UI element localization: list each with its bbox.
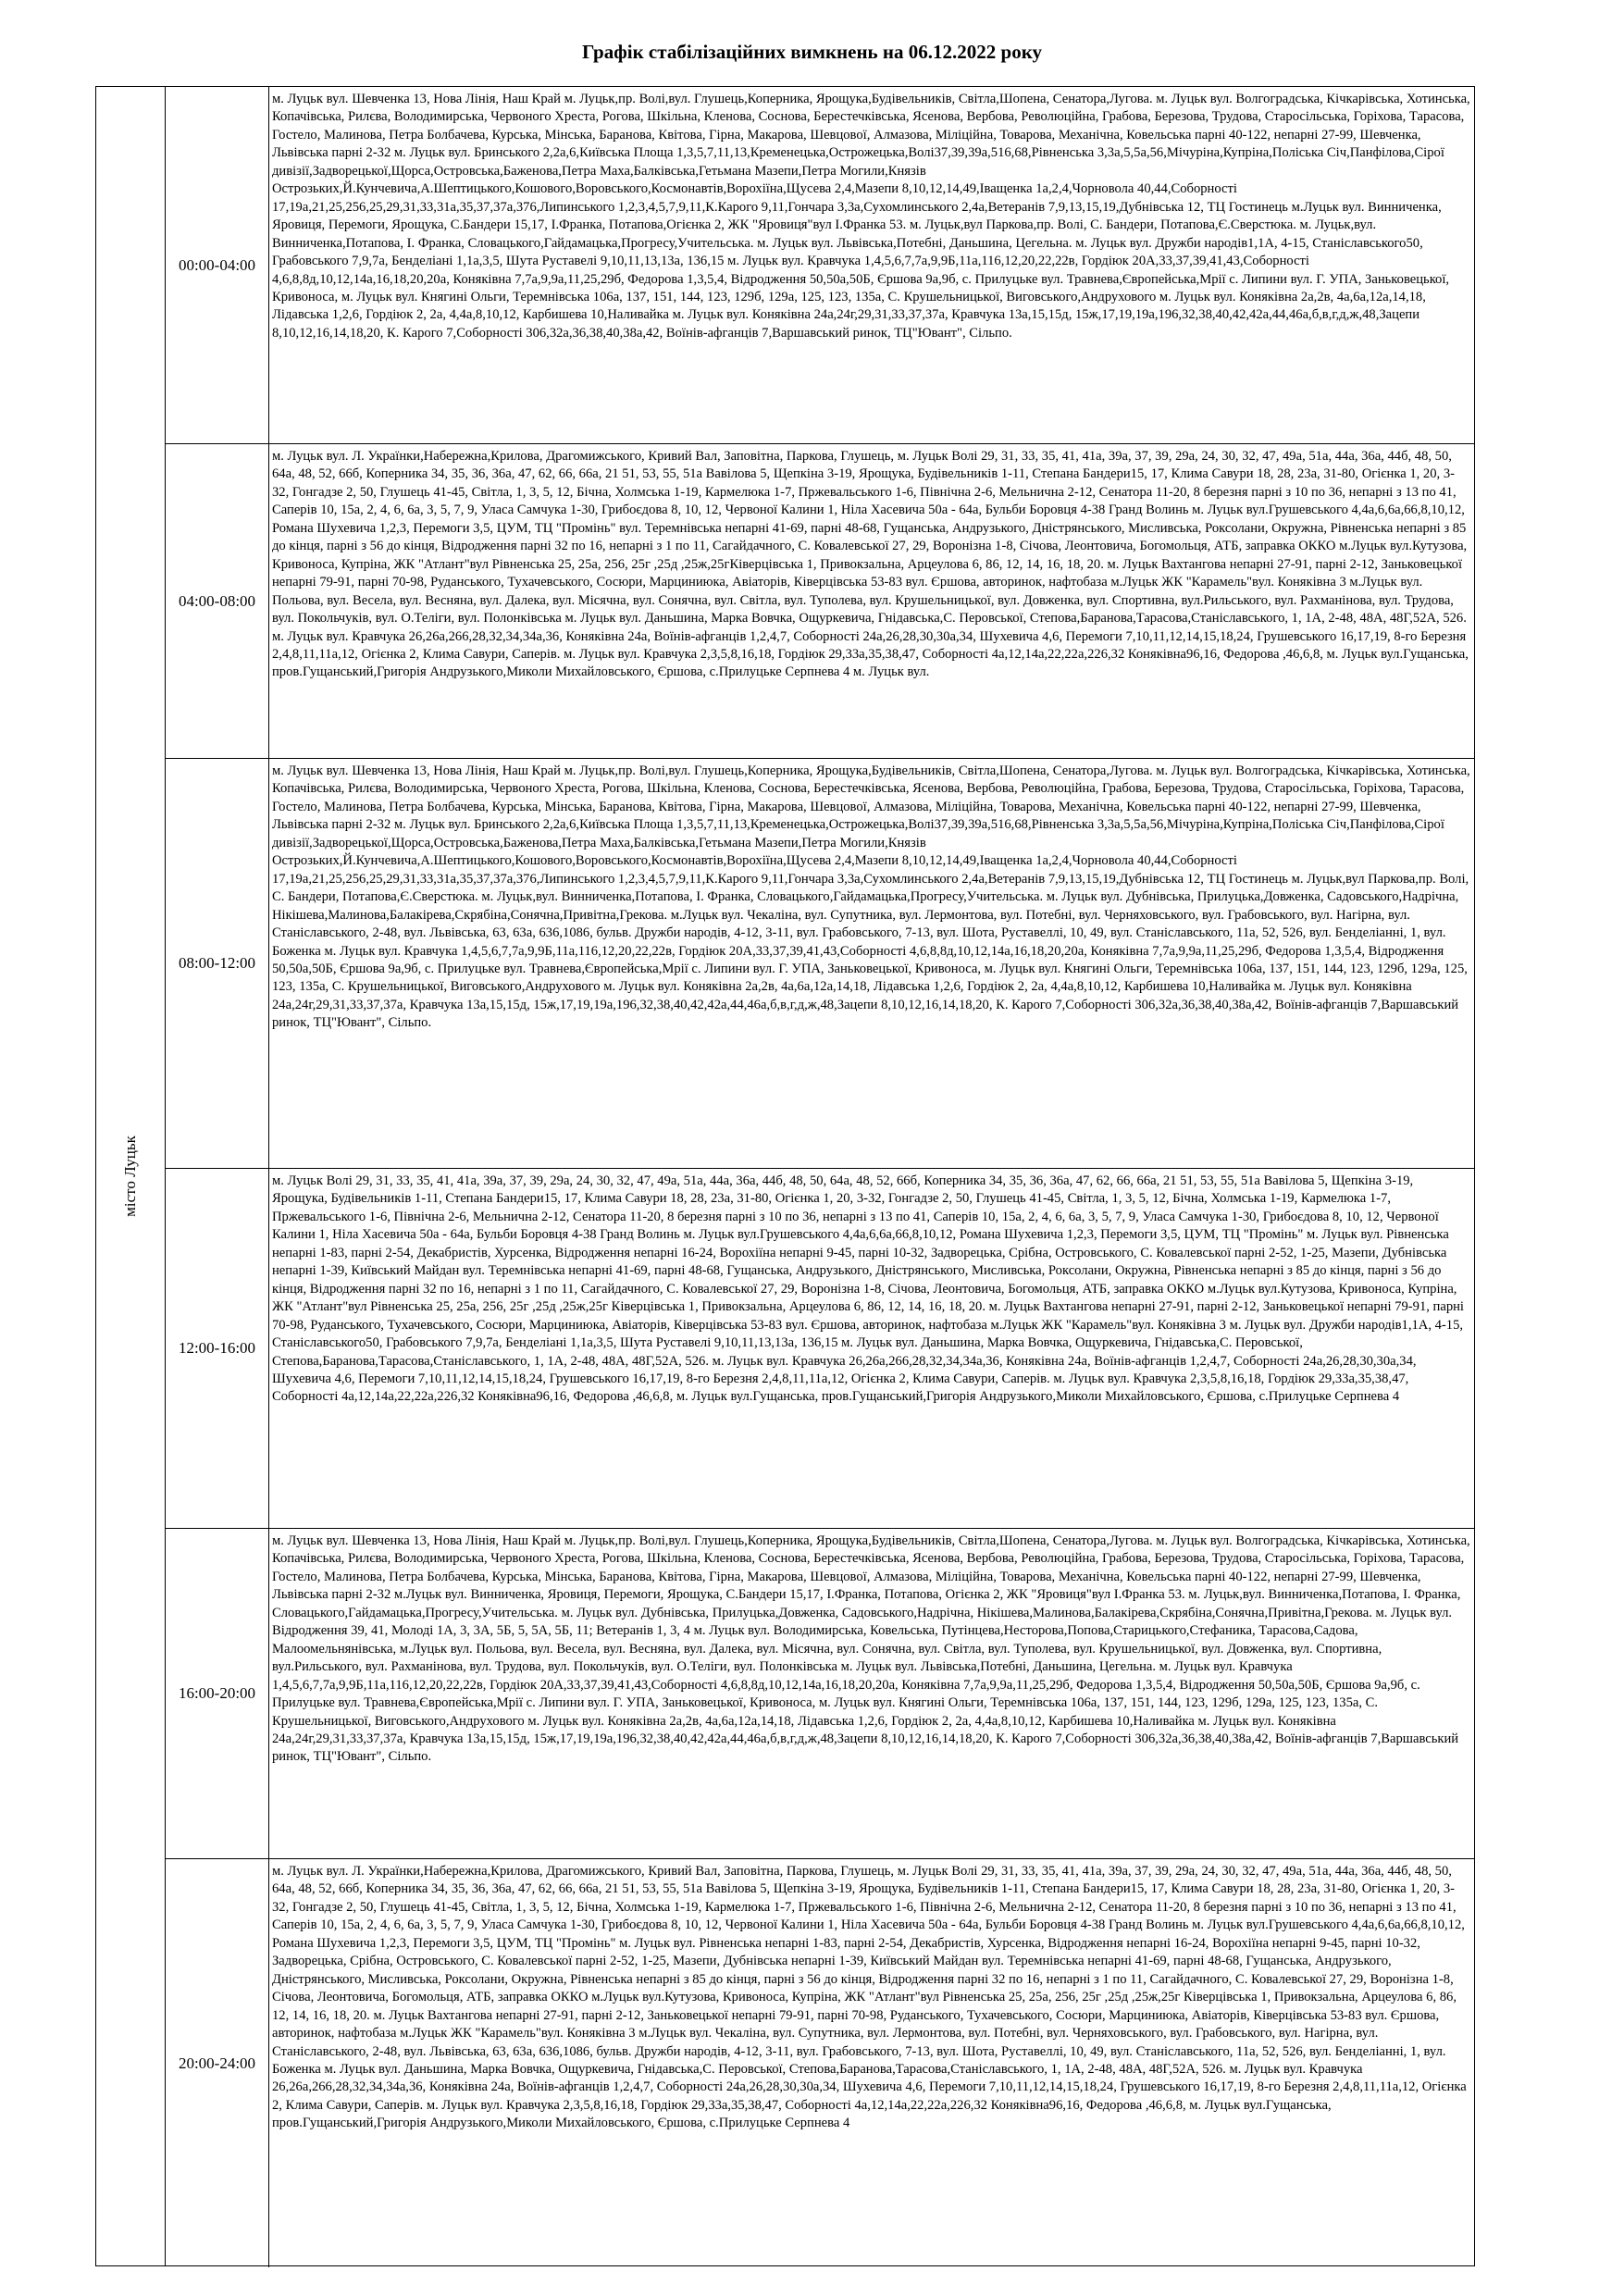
- city-cell: [96, 87, 166, 2265]
- schedule-row: [166, 1859, 1474, 2267]
- schedule-row: [166, 1529, 1474, 1859]
- time-slot: 08:00-12:00: [166, 759, 269, 1168]
- schedule-table: [95, 86, 1475, 2266]
- time-slot: 04:00-08:00: [166, 444, 269, 758]
- time-slot: 12:00-16:00: [166, 1169, 269, 1528]
- schedule-row: [166, 444, 1474, 759]
- time-slot: 20:00-24:00: [166, 1859, 269, 2267]
- time-slot: 00:00-04:00: [166, 87, 269, 443]
- streets-list: м. Луцьк вул. Л. Українки,Набережна,Крилова, Драгомижського, Кривий Вал, Заповітна, Паркова, Глушець, м. Луцьк Волі 29, 31, 33, 35, 41, 41а, 39а, 37, 39, 29а, 24, 30, 32, 47, 49а, 51а, 44а, 36а, 44б, 48, 50, 64а, 48, 52, 66б, Коперника 34, 35, 36, 36а, 47, 62, 66, 66а, 21 51, 53, 55, 51а Вавілова 5, Щепкіна 3-19, Ярощука, Будівельників 1-11, Степана Бандери15, 17, Клима Савури 18, 28, 23а, 31-80, Огієнка 1, 20, 3-32, Гонгадзе 2, 50, Глушець 41-45, Світла, 1, 3, 5, 12, Бічна, Холмська 1-19, Кармелюка 1-7, Пржевальського 1-6, Північна 2-6, Мельнична 2-12, Сенатора 11-20, 8 березня парні з 10 по 36, непарні з 13 по 41, Саперів 10, 15а, 2, 4, 6, 6а, 3, 5, 7, 9, Уласа Самчука 1-30, Грибоєдова 8, 10, 12, Червоної Калини 1, Ніла Хасевича 50а - 64а, Бульби Боровця 4-38 Гранд Волинь м. Луцьк вул.Грушевського 4,4а,6,6а,66,8,10,12, Романа Шухевича 1,2,3, Перемоги 3,5, ЦУМ, ТЦ "Промінь" вул. Теремнівська непарні 41-69, парні 48-68, Гущанська, Андрузького, Дністрянського, Мисливська, Роксолани, Окружна, Рівненська непарні з 85 до кінця, парні з 56 до кінця, Відродження парні 32 по 16, непарні з 1 по 11, Сагайдачного, С. Ковалевської 27, 29, Воронізна 1-8, Січова, Леонтовича, Богомольця, АТБ, заправка ОККО м.Луцьк вул.Кутузова, Кривоноса, Купріна, ЖК "Атлант"вул Рівненська 25, 25а, 256, 25г ,25д ,25ж,25гКіверцівська 1, Привокзальна, Арцеулова 6, 86, 12, 14, 16, 18, 20. м. Луцьк Вахтангова непарні 27-91, парні 2-12, Заньковецької непарні 79-91, парні 70-98, Руданського, Тухачевського, Сосюри, Марциниюка, Авіаторів, Ківерцівська 53-83 вул. Єршова, авторинок, нафтобаза м.Луцьк ЖК "Карамель"вул. Коняківна 3 м.Луцьк вул. Польова, вул. Весела, вул. Весняна, вул. Далека, вул. Місячна, вул. Сонячна, вул. Світла, вул. Туполева, вул. Крушельницької, вул. Довженка, вул. Спортивна, вул.Рильського, вул. Рахманінова, вул. Трудова, вул. Покольчуків, вул. О.Теліги, вул. Полонківська м. Луцьк вул. Даньшина, Марка Вовчка, Ощуркевича, Гнідавська,С. Перовської, Степова,Баранова,Тарасова,Станіславського, 1, 1А, 2-48, 48А, 48Г,52А, 526. м. Луцьк вул. Кравчука 26,26а,266,28,32,34,34а,36, Коняківна 24а, Воїнів-афганців 1,2,4,7, Соборності 24а,26,28,30,30а,34, Шухевича 4,6, Перемоги 7,10,11,12,14,15,18,24, Грушевського 16,17,19, 8-го Березня 2,4,8,11,11а,12, Огієнка 2, Клима Савури, Саперів. м. Луцьк вул. Кравчука 2,3,5,8,16,18, Гордіюк 29,33а,35,38,47, Соборності 4а,12,14а,22,22а,226,32 Коняківна96,16, Федорова ,46,6,8, м. Луцьк вул.Гущанська, пров.Гущанський,Григорія Андрузького,Миколи Михайловського, Єршова, с.Прилуцьке Серпнева 4 м. Луцьк вул.: [272, 449, 1469, 680]
- city-label: місто Луцьк: [121, 1136, 139, 1217]
- time-slot: 16:00-20:00: [166, 1529, 269, 1858]
- schedule-row: [166, 1169, 1474, 1529]
- schedule-grid: [166, 87, 1474, 2265]
- schedule-row: [166, 759, 1474, 1169]
- page-title: Графік стабілізаційних вимкнень на 06.12.2022 року: [582, 41, 1042, 63]
- streets-list: м. Луцьк вул. Л. Українки,Набережна,Крилова, Драгомижського, Кривий Вал, Заповітна, Паркова, Глушець, м. Луцьк Волі 29, 31, 33, 35, 41, 41а, 39а, 37, 39, 29а, 24, 30, 32, 47, 49а, 51а, 44а, 36а, 44б, 48, 50, 64а, 48, 52, 66б, Коперника 34, 35, 36, 36а, 47, 62, 66, 66а, 21 51, 53, 55, 51а Вавілова 5, Щепкіна 3-19, Ярощука, Будівельників 1-11, Степана Бандери15, 17, Клима Савури 18, 28, 23а, 31-80, Огієнка 1, 20, 3-32, Гонгадзе 2, 50, Глушець 41-45, Світла, 1, 3, 5, 12, Бічна, Холмська 1-19, Кармелюка 1-7, Пржевальського 1-6, Північна 2-6, Мельнична 2-12, Сенатора 11-20, 8 березня парні з 10 по 36, непарні з 13 по 41, Саперів 10, 15а, 2, 4, 6, 6а, 3, 5, 7, 9, Уласа Самчука 1-30, Грибоєдова 8, 10, 12, Червоної Калини 1, Ніла Хасевича 50а - 64а, Бульби Боровця 4-38 Гранд Волинь м. Луцьк вул.Грушевського 4,4а,6,6а,66,8,10,12, Романа Шухевича 1,2,3, Перемоги 3,5, ЦУМ, ТЦ "Промінь" м. Луцьк вул. Рівненська непарні 1-83, парні 2-54, Декабристів, Хурсенка, Відродження непарні 16-24, Ворохіїна непарні 9-45, парні 10-32, Задворецька, Срібна, Островського, С. Ковалевської парні 2-52, 1-25, Мазепи, Дубнівська непарні 1-39, Київський Майдан вул. Теремнівська непарні 41-69, парні 48-68, Гущанська, Андрузького, Дністрянського, Мисливська, Роксолани, Окружна, Рівненська непарні з 85 до кінця, парні з 56 до кінця, Відродження парні 32 по 16, непарні з 1 по 11, Сагайдачного, С. Ковалевської 27, 29, Воронізна 1-8, Січова, Леонтовича, Богомольця, АТБ, заправка ОККО м.Луцьк вул.Кутузова, Кривоноса, Купріна, ЖК "Атлант"вул Рівненська 25, 25а, 256, 25г ,25д ,25ж,25г Ківерцівська 1, Привокзальна, Арцеулова 6, 86, 12, 14, 16, 18, 20. м. Луцьк Вахтангова непарні 27-91, парні 2-12, Заньковецької непарні 79-91, парні 70-98, Руданського, Тухачевського, Сосюри, Марциниюка, Авіаторів, Ківерцівська 53-83 вул. Єршова, авторинок, нафтобаза м.Луцьк ЖК "Карамель"вул. Коняківна 3 м.Луцьк вул. Чекаліна, вул. Супутника, вул. Лермонтова, вул. Потебні, вул. Черняховського, вул. Грабовського, вул. Нагірна, вул. Станіславського, 2-48, вул. Львівська, 63, 63а, 636,1086, бульв. Дружби народів, 4-12, 3-11, вул. Грабовського, 7-13, вул. Шота, Руставеллі, 10, 49, вул. Станіславського, 11а, 52, 526, вул. Бенделіанні, 1, вул. Боженка м. Луцьк вул. Даньшина, Марка Вовчка, Ощуркевича, Гнідавська,С. Перовської, Степова,Баранова,Тарасова,Станіславського, 1, 1А, 2-48, 48А, 48Г,52А, 526. м. Луцьк вул. Кравчука 26,26а,266,28,32,34,34а,36, Коняківна 24а, Воїнів-афганців 1,2,4,7, Соборності 24а,26,28,30,30а,34, Шухевича 4,6, Перемоги 7,10,11,12,14,15,18,24, Грушевського 16,17,19, 8-го Березня 2,4,8,11,11а,12, Огієнка 2, Клима Савури, Саперів. м. Луцьк вул. Кравчука 2,3,5,8,16,18, Гордіюк 29,33а,35,38,47, Соборності 4а,12,14а,22,22а,226,32 Коняківна96,16, Федорова ,46,6,8, м. Луцьк вул.Гущанська, пров.Гущанський,Григорія Андрузького,Миколи Михайловського, Єршова, с.Прилуцьке Серпнева 4: [272, 1864, 1467, 2131]
- streets-list: м. Луцьк вул. Шевченка 13, Нова Лінія, Наш Край м. Луцьк,пр. Волі,вул. Глушець,Коперника, Ярощука,Будівельників, Світла,Шопена, Сенатора,Лугова. м. Луцьк вул. Волгоградська, Кічкарівська, Хотинська, Копачівська, Рилєва, Володимирська, Червоного Хреста, Рогова, Шкільна, Кленова, Соснова, Берестечківська, Ясенова, Вербова, Революційна, Грабова, Березова, Трудова, Старосільська, Горіхова, Тарасова, Гостело, Малинова, Петра Болбачева, Курська, Мінська, Баранова, Квітова, Гірна, Макарова, Шевцової, Алмазова, Міліційна, Товарова, Механічна, Ковельська парні 40-122, непарні 27-99, Шевченка, Львівська парні 2-32 м. Луцьк вул. Бринського 2,2а,6,Київська Площа 1,3,5,7,11,13,Кременецька,Острожецька,Волі37,39,39а,516,68,Рівненська 3,3а,5,5а,56,Мічуріна,Купріна,Поліська Січ,Панфілова,Сірої дивізії,Задворецької,Щорса,Островська,Баженова,Петра Маха,Балківська,Гетьмана Мазепи,Петра Могили,Князів Острозьких,Й.Кунчевича,А.Шептицького,Кошового,Воровського,Космонавтів,Ворохіїна,Щусева 2,4,Мазепи 8,10,12,14,49,Іващенка 1а,2,4,Чорновола 40,44,Соборності 17,19а,21,25,256,25,29,31,33,31а,35,37,37а,376,Липинського 1,2,3,4,5,7,9,11,К.Карого 9,11,Гончара 3,3а,Сухомлинського 2,4а,Ветеранів 7,9,13,15,19,Дубнівська 12, ТЦ Гостинець м. Луцьк,вул Паркова,пр. Волі, С. Бандери, Потапова,Є.Сверстюка. м. Луцьк,вул. Винниченка,Потапова, І. Франка, Словацького,Гайдамацька,Прогресу,Учительська. м. Луцьк вул. Дубнівська, Прилуцька,Довженка, Садовського,Надрічна, Нікішева,Малинова,Балакірева,Скрябіна,Сонячна,Привітна,Грекова. м.Луцьк вул. Чекаліна, вул. Супутника, вул. Лермонтова, вул. Потебні, вул. Черняховського, вул. Грабовського, вул. Нагірна, вул. Станіславського, 2-48, вул. Львівська, 63, 63а, 636,1086, бульв. Дружби народів, 4-12, 3-11, вул. Грабовського, 7-13, вул. Шота, Руставеллі, 10, 49, вул. Станіславського, 11а, 52, 526, вул. Бенделіанні, 1, вул. Боженка м. Луцьк вул. Кравчука 1,4,5,6,7,7а,9,9Б,11а,116,12,20,22,22в, Гордіюк 20А,33,37,39,41,43,Соборності 4,6,8,8д,10,12,14а,16,18,20,20а, Коняківна 7,7а,9,9а,11,25,29б, Федорова 1,3,5,4, Відродження 50,50а,50Б, Єршова 9а,9б, с. Прилуцьке вул. Травнева,Європейська,Мрії с. Липини вул. Г. УПА, Заньковецької, Кривоноса, м. Луцьк вул. Княгині Ольги, Теремнівська 106а, 137, 151, 144, 123, 129б, 129а, 125, 123, 135а, С. Крушельницької, Виговського,Андрухового м. Луцьк вул. Коняківна 2а,2в, 4а,6а,12а,14,18, Лідавська 1,2,6, Гордіюк 2, 2а, 4,4а,8,10,12, Карбишева 10,Наливайка м. Луцьк вул. Коняківна 24а,24г,29,31,33,37,37а, Кравчука 13а,15,15д, 15ж,17,19,19а,196,32,38,40,42,42а,44,46а,б,в,г,д,ж,48,Зацепи 8,10,12,16,14,18,20, К. Карого 7,Соборності 306,32а,36,38,40,38а,42, Воїнів-афганців 7,Варшавський ринок, ТЦ"Ювант", Сільпо.: [272, 763, 1470, 1031]
- streets-list: м. Луцьк Волі 29, 31, 33, 35, 41, 41а, 39а, 37, 39, 29а, 24, 30, 32, 47, 49а, 51а, 44а, 36а, 44б, 48, 50, 64а, 48, 52, 66б, Коперника 34, 35, 36, 36а, 47, 62, 66, 66а, 21 51, 53, 55, 51а Вавілова 5, Щепкіна 3-19, Ярощука, Будівельників 1-11, Степана Бандери15, 17, Клима Савури 18, 28, 23а, 31-80, Огієнка 1, 20, 3-32, Гонгадзе 2, 50, Глушець 41-45, Світла, 1, 3, 5, 12, Бічна, Холмська 1-19, Кармелюка 1-7, Пржевальського 1-6, Північна 2-6, Мельнична 2-12, Сенатора 11-20, 8 березня парні з 10 по 36, непарні з 13 по 41, Саперів 10, 15а, 2, 4, 6, 6а, 3, 5, 7, 9, Уласа Самчука 1-30, Грибоєдова 8, 10, 12, Червоної Калини 1, Ніла Хасевича 50а - 64а, Бульби Боровця 4-38 Гранд Волинь м. Луцьк вул.Грушевського 4,4а,6,6а,66,8,10,12, Романа Шухевича 1,2,3, Перемоги 3,5, ЦУМ, ТЦ "Промінь" м. Луцьк вул. Рівненська непарні 1-83, парні 2-54, Декабристів, Хурсенка, Відродження непарні 16-24, Ворохіїна непарні 9-45, парні 10-32, Задворецька, Срібна, Островського, С. Ковалевської парні 2-52, 1-25, Мазепи, Дубнівська непарні 1-39, Київський Майдан вул. Теремнівська непарні 41-69, парні 48-68, Гущанська, Андрузького, Дністрянського, Мисливська, Роксолани, Окружна, Рівненська непарні з 85 до кінця, парні з 56 до кінця, Відродження парні 32 по 16, непарні з 1 по 11, Сагайдачного, С. Ковалевської 27, 29, Воронізна 1-8, Січова, Леонтовича, Богомольця, АТБ, заправка ОККО м.Луцьк вул.Кутузова, Кривоноса, Купріна, ЖК "Атлант"вул Рівненська 25, 25а, 256, 25г ,25д ,25ж,25г Ківерцівська 1, Привокзальна, Арцеулова 6, 86, 12, 14, 16, 18, 20. м. Луцьк Вахтангова непарні 27-91, парні 2-12, Заньковецької непарні 79-91, парні 70-98, Руданського, Тухачевського, Сосюри, Марциниюка, Авіаторів, Ківерцівська 53-83 вул. Єршова, авторинок, нафтобаза м.Луцьк ЖК "Карамель"вул. Коняківна 3 м. Луцьк вул. Дружби народів1,1А, 4-15, Станіславського50, Грабовського 7,9,7а, Бенделіані 1,1а,3,5, Шута Руставелі 9,10,11,13,13а, 136,15 м. Луцьк вул. Даньшина, Марка Вовчка, Ощуркевича, Гнідавська,С. Перовської, Степова,Баранова,Тарасова,Станіславського, 1, 1А, 2-48, 48А, 48Г,52А, 526. м. Луцьк вул. Кравчука 26,26а,266,28,32,34,34а,36, Коняківна 24а, Воїнів-афганців 1,2,4,7, Соборності 24а,26,28,30,30а,34, Шухевича 4,6, Перемоги 7,10,11,12,14,15,18,24, Грушевського 16,17,19, 8-го Березня 2,4,8,11,11а,12, Огієнка 2, Клима Савури, Саперів. м. Луцьк вул. Кравчука 2,3,5,8,16,18, Гордіюк 29,33а,35,38,47, Соборності 4а,12,14а,22,22а,226,32 Коняківна96,16, Федорова ,46,6,8, м. Луцьк вул.Гущанська, пров.Гущанський,Григорія Андрузького,Миколи Михайловського, Єршова, с.Прилуцьке Серпнева 4: [272, 1173, 1464, 1405]
- streets-list: м. Луцьк вул. Шевченка 13, Нова Лінія, Наш Край м. Луцьк,пр. Волі,вул. Глушець,Коперника, Ярощука,Будівельників, Світла,Шопена, Сенатора,Лугова. м. Луцьк вул. Волгоградська, Кічкарівська, Хотинська, Копачівська, Рилєва, Володимирська, Червоного Хреста, Рогова, Шкільна, Кленова, Соснова, Берестечківська, Ясенова, Вербова, Революційна, Грабова, Березова, Трудова, Старосільська, Горіхова, Тарасова, Гостело, Малинова, Петра Болбачева, Курська, Мінська, Баранова, Квітова, Гірна, Макарова, Шевцової, Алмазова, Міліційна, Товарова, Механічна, Ковельська парні 40-122, непарні 27-99, Шевченка, Львівська парні 2-32 м. Луцьк вул. Бринського 2,2а,6,Київська Площа 1,3,5,7,11,13,Кременецька,Острожецька,Волі37,39,39а,516,68,Рівненська 3,3а,5,5а,56,Мічуріна,Купріна,Поліська Січ,Панфілова,Сірої дивізії,Задворецької,Щорса,Островська,Баженова,Петра Маха,Балківська,Гетьмана Мазепи,Петра Могили,Князів Острозьких,Й.Кунчевича,А.Шептицького,Кошового,Воровського,Космонавтів,Ворохіїна,Щусева 2,4,Мазепи 8,10,12,14,49,Іващенка 1а,2,4,Чорновола 40,44,Соборності 17,19а,21,25,256,25,29,31,33,31а,35,37,37а,376,Липинського 1,2,3,4,5,7,9,11,К.Карого 9,11,Гончара 3,3а,Сухомлинського 2,4а,Ветеранів 7,9,13,15,19,Дубнівська 12, ТЦ Гостинець м.Луцьк вул. Винниченка, Яровиця, Перемоги, Ярощука, С.Бандери 15,17, І.Франка, Потапова,Огієнка 2, ЖК "Яровиця"вул І.Франка 53. м. Луцьк,вул Паркова,пр. Волі, С. Бандери, Потапова,Є.Сверстюка. м. Луцьк,вул. Винниченка,Потапова, І. Франка, Словацького,Гайдамацька,Прогресу,Учительська. м. Луцьк вул. Львівська,Потебні, Даньшина, Цегельна. м. Луцьк вул. Дружби народів1,1А, 4-15, Станіславського50, Грабовського 7,9,7а, Бенделіані 1,1а,3,5, Шута Руставелі 9,10,11,13,13а, 136,15 м. Луцьк вул. Кравчука 1,4,5,6,7,7а,9,9Б,11а,116,12,20,22,22в, Гордіюк 20А,33,37,39,41,43,Соборності 4,6,8,8д,10,12,14а,16,18,20,20а, Коняківна 7,7а,9,9а,11,25,29б, Федорова 1,3,5,4, Відродження 50,50а,50Б, Єршова 9а,9б, с. Прилуцьке вул. Травнева,Європейська,Мрії с. Липини вул. Г. УПА, Заньковецької, Кривоноса, м. Луцьк вул. Княгині Ольги, Теремнівська 106а, 137, 151, 144, 123, 129б, 129а, 125, 123, 135а, С. Крушельницької, Виговського,Андрухового м. Луцьк вул. Коняківна 2а,2в, 4а,6а,12а,14,18, Лідавська 1,2,6, Гордіюк 2, 2а, 4,4а,8,10,12, Карбишева 10,Наливайка м. Луцьк вул. Коняківна 24а,24г,29,31,33,37,37а, Кравчука 13а,15,15д, 15ж,17,19,19а,196,32,38,40,42,42а,44,46а,б,в,г,д,ж,48,Зацепи 8,10,12,16,14,18,20, К. Карого 7,Соборності 306,32а,36,38,40,38а,42, Воїнів-афганців 7,Варшавський ринок, ТЦ"Ювант", Сільпо.: [272, 92, 1470, 341]
- streets-list: м. Луцьк вул. Шевченка 13, Нова Лінія, Наш Край м. Луцьк,пр. Волі,вул. Глушець,Коперника, Ярощука,Будівельників, Світла,Шопена, Сенатора,Лугова. м. Луцьк вул. Волгоградська, Кічкарівська, Хотинська, Копачівська, Рилєва, Володимирська, Червоного Хреста, Рогова, Шкільна, Кленова, Соснова, Берестечківська, Ясенова, Вербова, Революційна, Грабова, Березова, Трудова, Старосільська, Горіхова, Тарасова, Гостело, Малинова, Петра Болбачева, Курська, Мінська, Баранова, Квітова, Гірна, Макарова, Шевцової, Алмазова, Міліційна, Товарова, Механічна, Ковельська парні 40-122, непарні 27-99, Шевченка, Львівська парні 2-32 м.Луцьк вул. Винниченка, Яровиця, Перемоги, Ярощука, С.Бандери 15,17, І.Франка, Потапова, Огієнка 2, ЖК "Яровиця"вул І.Франка 53. м. Луцьк,вул. Винниченка,Потапова, І. Франка, Словацького,Гайдамацька,Прогресу,Учительська. м. Луцьк вул. Дубнівська, Прилуцька,Довженка, Садовського,Надрічна, Нікішева,Малинова,Балакірева,Скрябіна,Сонячна,Привітна,Грекова. м. Луцьк вул. Відродження 39, 41, Молоді 1А, 3, 3А, 5Б, 5, 5А, 5Б, 11; Ветеранів 1, 3, 4 м. Луцьк вул. Володимирська, Ковельська, Путінцева,Несторова,Попова,Старицького,Стефаника, Тарасова,Садова, Малоомельнянівська, м.Луцьк вул. Польова, вул. Весела, вул. Весняна, вул. Далека, вул. Місячна, вул. Сонячна, вул. Світла, вул. Туполева, вул. Крушельницької, вул. Довженка, вул. Спортивна, вул.Рильського, вул. Рахманінова, вул. Трудова, вул. Покольчуків, вул. О.Теліги, вул. Полонківська м. Луцьк вул. Львівська,Потебні, Даньшина, Цегельна. м. Луцьк вул. Кравчука 1,4,5,6,7,7а,9,9Б,11а,116,12,20,22,22в, Гордіюк 20А,33,37,39,41,43,Соборності 4,6,8,8д,10,12,14а,16,18,20,20а, Коняківна 7,7а,9,9а,11,25,29б, Федорова 1,3,5,4, Відродження 50,50а,50Б, Єршова 9а,9б, с. Прилуцьке вул. Травнева,Європейська,Мрії с. Липини вул. Г. УПА, Заньковецької, Кривоноса, м. Луцьк вул. Княгині Ольги, Теремнівська 106а, 137, 151, 144, 123, 129б, 129а, 125, 123, 135а, С. Крушельницької, Виговського,Андрухового м. Луцьк вул. Коняківна 2а,2в, 4а,6а,12а,14,18, Лідавська 1,2,6, Гордіюк 2, 2а, 4,4а,8,10,12, Карбишева 10,Наливайка м. Луцьк вул. Коняківна 24а,24г,29,31,33,37,37а, Кравчука 13а,15,15д, 15ж,17,19,19а,196,32,38,40,42,42а,44,46а,б,в,г,д,ж,48,Зацепи 8,10,12,16,14,18,20, К. Карого 7,Соборності 306,32а,36,38,40,38а,42, Воїнів-афганців 7,Варшавський ринок, ТЦ"Ювант", Сільпо.: [272, 1533, 1470, 1765]
- schedule-row: [166, 87, 1474, 444]
